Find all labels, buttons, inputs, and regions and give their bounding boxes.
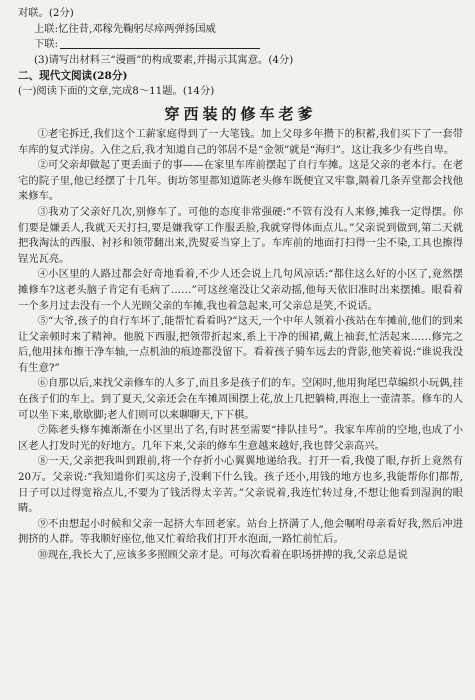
paragraph-7: ⑦陈老头修车摊渐渐在小区里出了名,有时甚至需要“排队挂号”。我家车库前的空地,也成了小区老人打发时光的好地方。几年下来,父亲的修车生意越来越好,我也替父亲高兴。 xyxy=(18,424,463,452)
article-title: 穿西装的修车老爹 xyxy=(164,104,317,123)
section-subheading: (一)阅读下面的文章,完成8～11题。(14分) xyxy=(18,85,215,98)
upper-couplet: 上联:忆往昔,邓稼先鞠躬尽瘁两弹扬国威 xyxy=(34,22,216,35)
answer-blank xyxy=(60,38,260,49)
section-heading: 二、现代文阅读(28分) xyxy=(18,70,128,83)
lower-couplet xyxy=(18,37,463,53)
question-3: (3)请写出材料三“漫画”的构成要素,并揭示其寓意。(4分) xyxy=(34,53,294,66)
paragraph-3: ③我劝了父亲好几次,别修车了。可他的态度非常强硬:“不管有没有人来修,摊我一定得摆。你们要是嫌丢人,我就天天打扫,要是嫌我穿工作服丢脸,我就穿得体面点儿。”父亲说到做到,第二天就把我淘汰的西服、衬衫和领带翻出来,洗熨妥当穿上了。车库前的地面打扫得一尘不染,工具也擦得锃光瓦亮。 xyxy=(18,205,463,265)
answer-line: 对联。(2分) xyxy=(18,7,74,19)
paragraph-10: ⑩现在,我长大了,应该多多照顾父亲才是。可每次看着在职场拼搏的我,父亲总是说 xyxy=(37,549,408,561)
paragraph-9: ⑨不由想起小时候和父亲一起挤大车回老家。站台上挤满了人,他会嘱咐母亲看好我,然后冲进拥挤的人群。等我顺好座位,他又忙着给我们打开水泡面,一路忙前忙后。 xyxy=(18,517,463,546)
paragraph-6: ⑥自那以后,来找父亲修车的人多了,而且多是孩子们的车。空闲时,他用狗尾巴草编织小玩偶,挂在孩子们的车上。到了夏天,父亲还会在车摊周围摆上花,放上几把躺椅,再泡上一壶清茶。修车的人可以坐下来,歇歇脚;老人们则可以来聊聊天,下下棋。 xyxy=(18,377,463,421)
paragraph-8: ⑧一天,父亲把我叫到跟前,将一个存折小心翼翼地递给我。打开一看,我傻了眼,存折上竟然有20万。父亲说:“我知道你们买这房子,没剩下什么钱。孩子还小,用钱的地方也多,我能帮你们都帮,日子可以过得宽裕点儿,不要为了钱活得太辛苦。”父亲说着,我连忙转过身,不想让他看到湿润的眼睛。 xyxy=(18,455,463,515)
paragraph-1: ①老宅拆迁,我们这个工薪家庭得到了一大笔钱。加上父母多年攒下的积蓄,我们买下了一套带车库的复式洋房。入住之后,我才知道自己的邻居不是“金领”就是“海归”。这让我多少有些自卑。 xyxy=(18,127,463,156)
paragraph-4: ④小区里的人路过都会好奇地看着,不少人还会说上几句风凉话:“都住这么好的小区了,竟然摆摊修车?这老头脑子肯定有毛病了……”可这丝毫没让父亲动摇,他每天依旧准时出来摆摊。眼看着一个多月过去没有一个人光顾父亲的车摊,我也着急起来,可父亲总是笑,不说话。 xyxy=(18,268,463,312)
paragraph-2: ②可父亲却做起了更丢面子的事——在家里车库前摆起了自行车摊。这是父亲的老本行。在老宅的院子里,他已经摆了十几年。街坊邻里都知道陈老头修车既便宜又牢靠,隔着几条弄堂都会找他来修车。 xyxy=(18,159,463,203)
lower-couplet-label: 下联: xyxy=(34,38,59,51)
paragraph-5: ⑤“大爷,孩子的自行车坏了,能帮忙看看吗?”这天,一个中年人领着小孩站在车摊前,他们的到来让父亲顿时来了精神。他脱下西服,把领带折起来,系上干净的围裙,戴上袖套,忙活起来……修完之后,他用抹布擦干净车轴,一点机油的痕迹都没留下。看着孩子骑车远去的背影,他笑着说:“谁说我没有生意?” xyxy=(18,315,463,374)
